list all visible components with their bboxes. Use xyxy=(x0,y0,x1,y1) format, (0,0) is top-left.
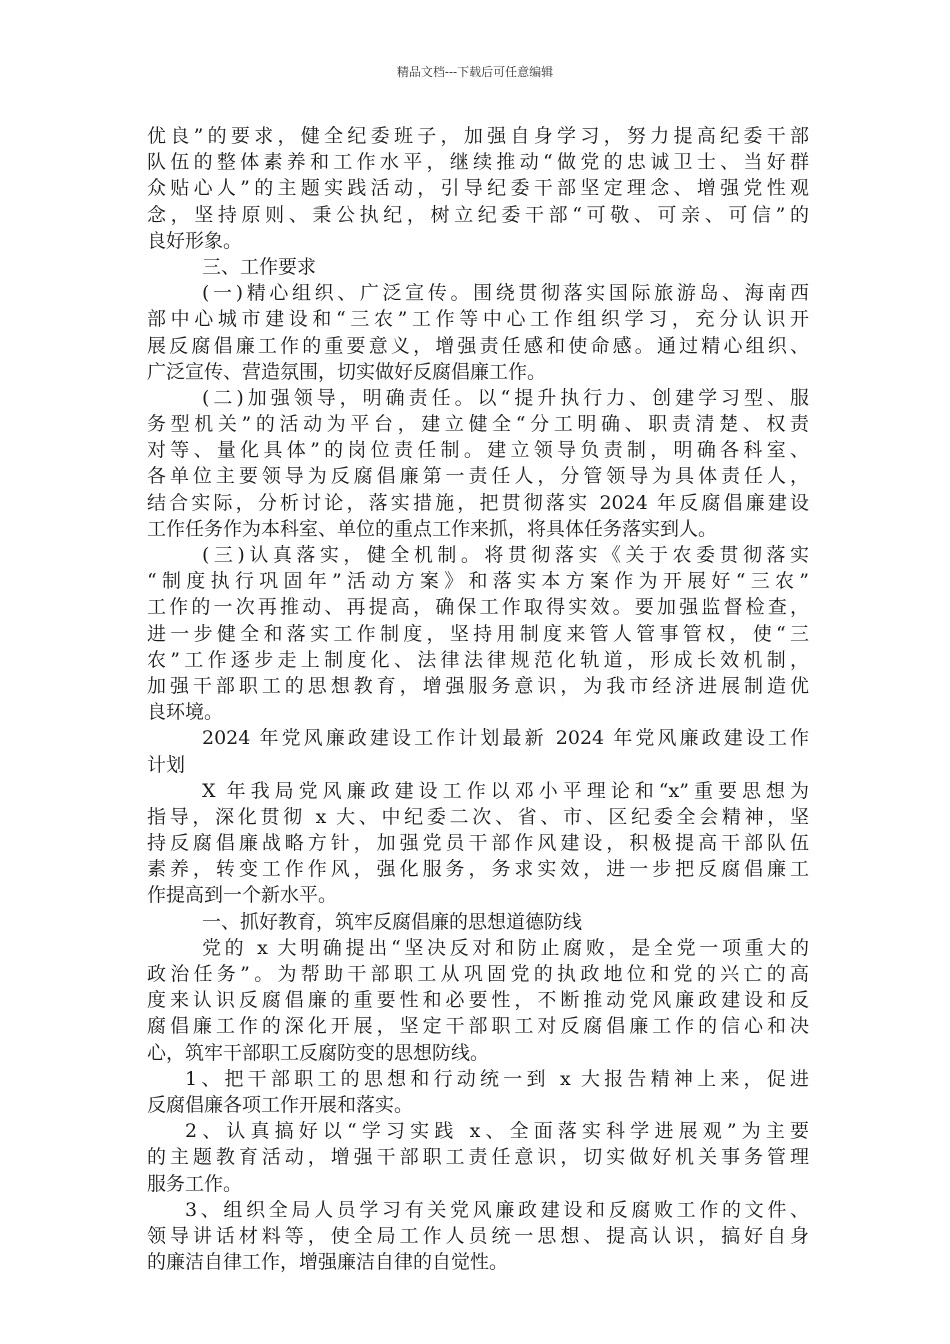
text-line: 加强干部职工的思想教育，增强服务意识，为我市经济进展制造优 xyxy=(147,674,809,697)
text-line: (一)精心组织、广泛宣传。围绕贯彻落实国际旅游岛、海南西 xyxy=(202,282,809,305)
page-header: 精品文档---下载后可任意编辑 xyxy=(396,65,554,79)
text-line: 工作任务作为本科室、单位的重点工作来抓，将具体任务落实到人。 xyxy=(147,517,718,540)
text-line: 1、把干部职工的思想和行动统一到 x 大报告精神上来，促进 xyxy=(185,1067,809,1090)
text-line: 2024 年党风廉政建设工作计划最新 2024 年党风廉政建设工作 xyxy=(202,727,809,750)
text-line: 度来认识反腐倡廉的重要性和必要性，不断推动党风廉政建设和反 xyxy=(147,989,809,1012)
text-line: 进一步健全和落实工作制度，坚持用制度来管人管事管权，使“三 xyxy=(147,622,809,645)
text-line: 务型机关”的活动为平台，建立健全“分工明确、职责清楚、权责 xyxy=(147,413,809,436)
text-line: (二)加强领导，明确责任。以“提升执行力、创建学习型、服 xyxy=(202,386,809,409)
text-line: 指导，深化贯彻 x 大、中纪委二次、省、市、区纪委全会精神，坚 xyxy=(147,805,809,828)
text-line: 领导讲话材料等，使全局工作人员统一思想、提高认识，搞好自身 xyxy=(147,1224,809,1247)
text-line: 队伍的整体素养和工作水平，继续推动“做党的忠诚卫士、当好群 xyxy=(147,151,809,174)
text-line: 服务工作。 xyxy=(147,1172,243,1195)
text-line: 念，坚持原则、秉公执纪，树立纪委干部“可敬、可亲、可信”的 xyxy=(147,203,809,226)
text-line: 部中心城市建设和“三农”工作等中心工作组织学习，充分认识开 xyxy=(147,308,809,331)
document-body xyxy=(147,123,809,1275)
text-line: 众贴心人”的主题实践活动，引导纪委干部坚定理念、增强党性观 xyxy=(147,177,809,200)
text-line: 各单位主要领导为反腐倡廉第一责任人，分管领导为具体责任人， xyxy=(147,465,809,488)
text-line: (三)认真落实，健全机制。将贯彻落实《关于农委贯彻落实 xyxy=(202,544,809,566)
text-line: 的廉洁自律工作，增强廉洁自律的自觉性。 xyxy=(147,1251,509,1274)
text-line: 一、抓好教育，筑牢反腐倡廉的思想道德防线 xyxy=(202,910,583,933)
text-line: 2、认真搞好以“学习实践 x、全面落实科学进展观”为主要 xyxy=(185,1120,809,1143)
text-line: 作提高到一个新水平。 xyxy=(147,884,338,907)
text-line: 工作的一次再推动、再提高，确保工作取得实效。要加强监督检查， xyxy=(147,596,809,619)
text-line: 党的 x 大明确提出“坚决反对和防止腐败，是全党一项重大的 xyxy=(202,936,809,959)
text-line: 对等、量化具体”的岗位责任制。建立领导负责制，明确各科室、 xyxy=(147,439,809,462)
text-line: 计划 xyxy=(147,753,186,776)
text-line: 的主题教育活动，增强干部职工责任意识，切实做好机关事务管理 xyxy=(147,1146,809,1169)
text-line: 腐倡廉工作的深化开展，坚定干部职工对反腐倡廉工作的信心和决 xyxy=(147,1015,809,1038)
text-line: 三、工作要求 xyxy=(202,255,317,278)
text-line: 心，筑牢干部职工反腐防变的思想防线。 xyxy=(147,1041,490,1064)
text-line: 农”工作逐步走上制度化、法律法律规范化轨道，形成长效机制， xyxy=(147,648,809,671)
text-line: 持反腐倡廉战略方针，加强党员干部作风建设，积极提高干部队伍 xyxy=(147,832,809,855)
text-line: 良好形象。 xyxy=(147,229,243,252)
text-line: 3、组织全局人员学习有关党风廉政建设和反腐败工作的文件、 xyxy=(185,1198,809,1221)
text-line: 展反腐倡廉工作的重要意义，增强责任感和使命感。通过精心组织、 xyxy=(147,334,809,357)
text-line: 广泛宣传、营造氛围，切实做好反腐倡廉工作。 xyxy=(147,360,547,383)
text-line: 优良”的要求，健全纪委班子，加强自身学习，努力提高纪委干部 xyxy=(147,125,809,147)
text-line: X 年我局党风廉政建设工作以邓小平理论和“x”重要思想为 xyxy=(202,779,809,802)
text-line: 素养，转变工作作风，强化服务，务求实效，进一步把反腐倡廉工 xyxy=(147,858,809,881)
text-line: “制度执行巩固年”活动方案》和落实本方案作为开展好“三农” xyxy=(147,570,809,593)
text-line: 结合实际，分析讨论，落实措施，把贯彻落实 2024 年反腐倡廉建设 xyxy=(147,491,809,514)
text-line: 反腐倡廉各项工作开展和落实。 xyxy=(147,1093,414,1116)
text-line: 良环境。 xyxy=(147,701,224,724)
text-line: 政治任务”。为帮助干部职工从巩固党的执政地位和党的兴亡的高 xyxy=(147,963,809,985)
